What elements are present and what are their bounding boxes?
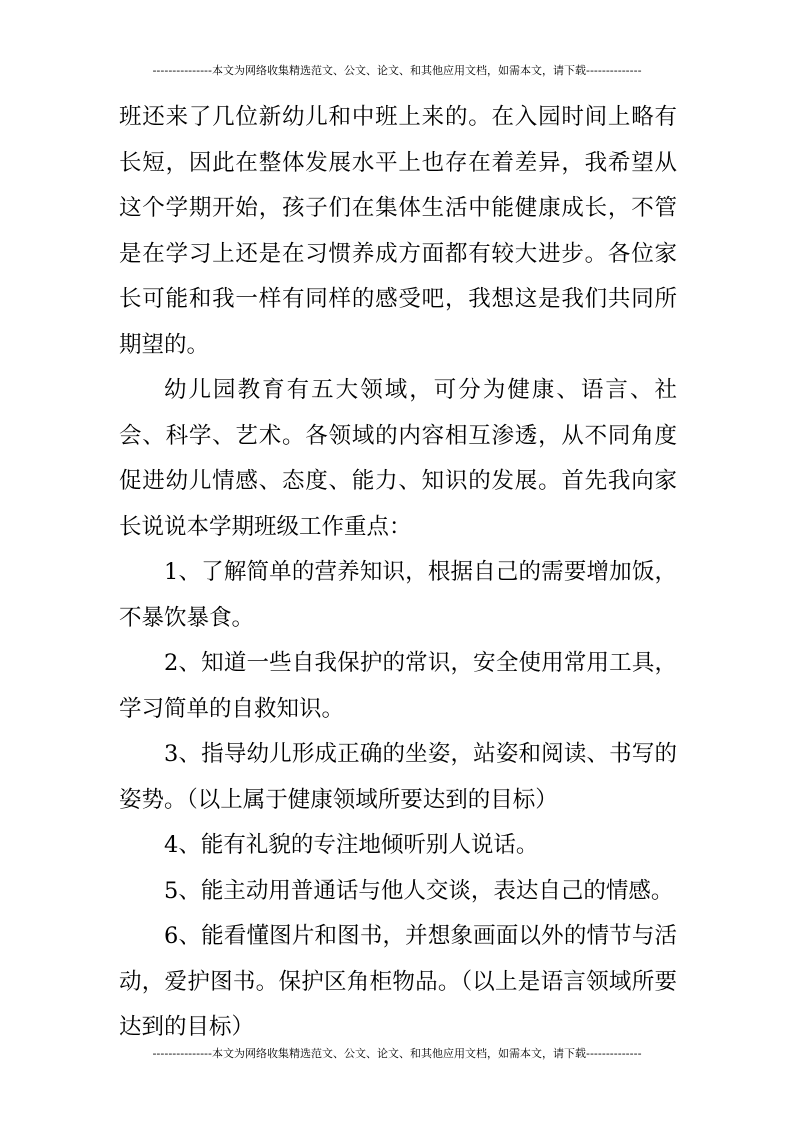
list-item-1: 1、了解简单的营养知识，根据自己的需要增加饭，不暴饮暴食。	[119, 559, 677, 631]
paragraph-five-domains: 幼儿园教育有五大领域，可分为健康、语言、社会、科学、艺术。各领域的内容相互渗透，从不同角度促进幼儿情感、态度、能力、知识的发展。首先我向家长说说本学期班级工作重点：	[119, 377, 677, 540]
document-body	[119, 95, 677, 1051]
list-item-6: 6、能看懂图片和图书，并想象画面以外的情节与活动，爱护图书。保护区角柜物品。（以上是语言领域所要达到的目标）	[119, 923, 677, 1040]
header-note: ---------------本文为网络收集精选范文、公文、论文、和其他应用文档，如需本文，请下载--------------	[152, 64, 642, 77]
paragraph-continuation: 班还来了几位新幼儿和中班上来的。在入园时间上略有长短，因此在整体发展水平上也存在着差异，我希望从这个学期开始，孩子们在集体生活中能健康成长，不管是在学习上还是在习惯养成方面都有较大进步。各位家长可能和我一样有同样的感受吧，我想这是我们共同所期望的。	[119, 104, 677, 358]
list-item-5: 5、能主动用普通话与他人交谈，表达自己的情感。	[164, 877, 674, 904]
list-item-3: 3、指导幼儿形成正确的坐姿，站姿和阅读、书写的姿势。（以上属于健康领域所要达到的目标）	[119, 741, 677, 813]
list-item-4: 4、能有礼貌的专注地倾听别人说话。	[164, 832, 539, 858]
footer-note: ---------------本文为网络收集精选范文、公文、论文、和其他应用文档，如需本文，请下载--------------	[152, 1047, 642, 1060]
list-item-2: 2、知道一些自我保护的常识，安全使用常用工具，学习简单的自救知识。	[119, 650, 677, 722]
